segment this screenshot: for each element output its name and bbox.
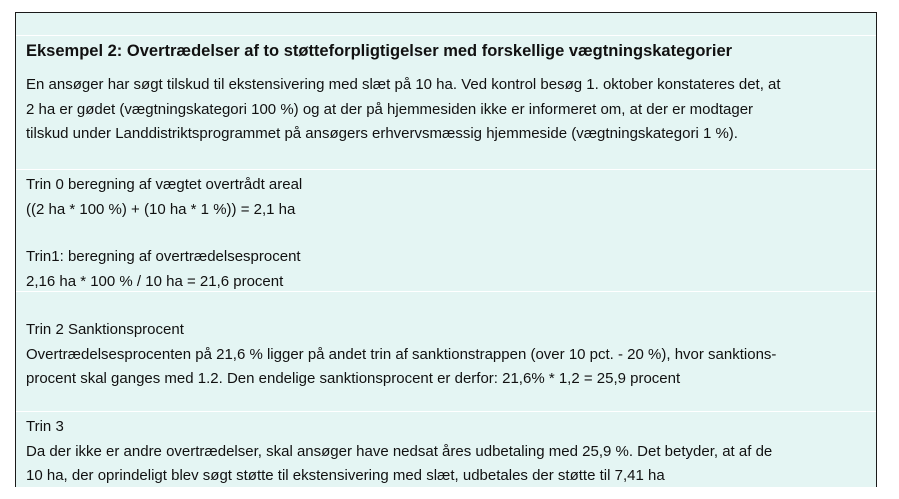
example-header <box>16 40 876 147</box>
intro-line: 2 ha er gødet (vægtningskategori 100 %) og at der på hjemmesiden ikke er informeret om, at der er modtager <box>26 100 754 118</box>
example-box <box>15 12 877 487</box>
step-0-body <box>26 173 866 222</box>
step-2 <box>16 318 876 392</box>
step-line: 10 ha, der oprindeligt blev søgt støtte til ekstensivering med slæt, udbetales der støtte til 7,41 ha <box>26 467 665 484</box>
step-line: Overtrædelsesprocenten på 21,6 % ligger på andet trin af sanktionstrappen (over 10 pct. - 20 %), hvor sanktions- <box>26 345 777 363</box>
step-line: Da der ikke er andre overtrædelser, skal ansøger have nedsat åres udbetaling med 25,9 %. Det betyder, at af de <box>26 442 773 460</box>
step-1 <box>16 245 876 294</box>
step-heading: Trin 2 Sanktionsprocent <box>26 321 184 338</box>
example-intro <box>26 73 866 147</box>
section-divider <box>16 291 876 292</box>
section-divider <box>16 411 876 412</box>
intro-line: En ansøger har søgt tilskud til ekstensivering med slæt på 10 ha. Ved kontrol besøg 1. oktober konstateres det, at <box>26 76 781 93</box>
example-title: Eksempel 2: Overtrædelser af to støtteforpligtigelser med forskellige vægtningskategorier <box>26 42 733 60</box>
step-line: procent skal ganges med 1.2. Den endelige sanktionsprocent er derfor: 21,6% * 1,2 = 25,9 procent <box>26 370 681 387</box>
intro-line: tilskud under Landdistriktsprogrammet på ansøgers erhvervsmæssig hjemmeside (vægtningskategori 1 %). <box>26 125 738 142</box>
step-heading: Trin 3 <box>26 418 64 435</box>
top-divider <box>16 35 876 36</box>
step-3 <box>16 415 876 489</box>
step-heading: Trin 0 beregning af vægtet overtrådt areal <box>26 176 303 193</box>
step-line: ((2 ha * 100 %) + (10 ha * 1 %)) = 2,1 ha <box>26 200 296 218</box>
step-3-body <box>26 415 866 489</box>
step-line: 2,16 ha * 100 % / 10 ha = 21,6 procent <box>26 272 284 290</box>
step-1-body <box>26 245 866 294</box>
step-2-body <box>26 318 866 392</box>
step-0 <box>16 173 876 222</box>
section-divider <box>16 169 876 170</box>
step-heading: Trin1: beregning af overtrædelsesprocent <box>26 248 301 265</box>
